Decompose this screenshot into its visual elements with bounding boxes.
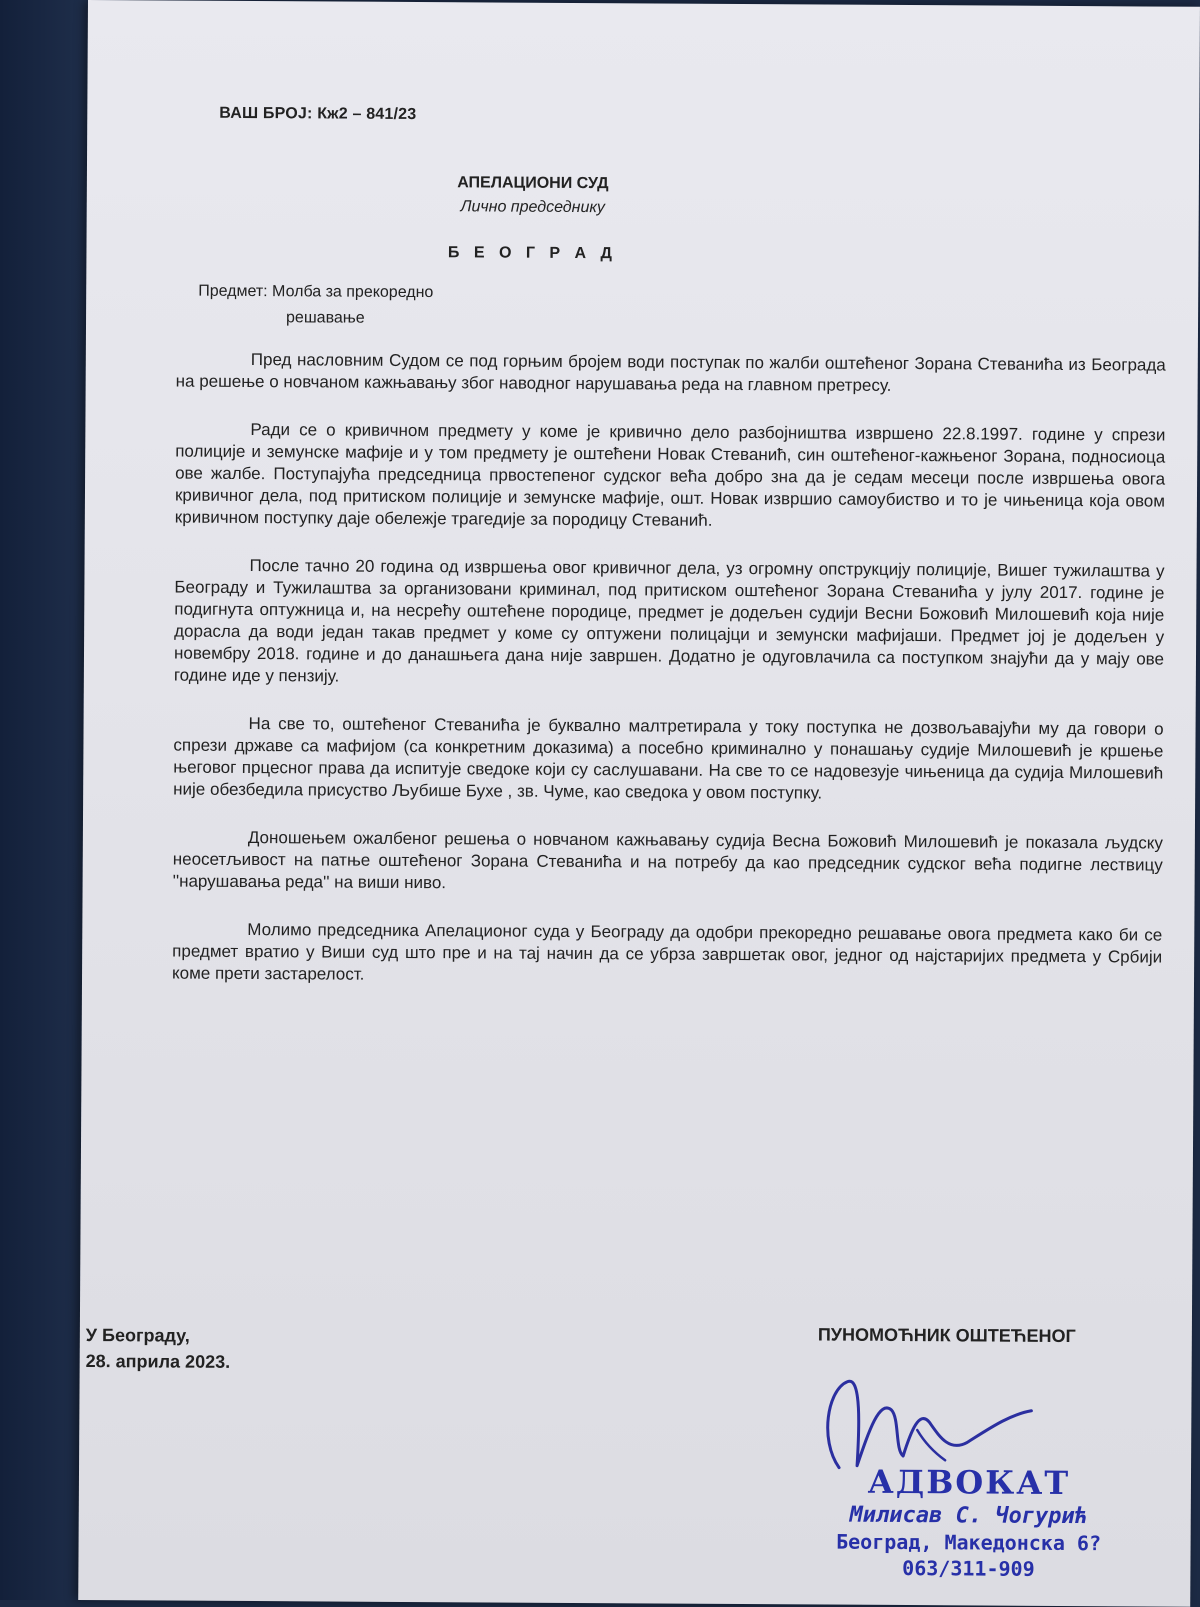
- reference-number: ВАШ БРОЈ: Кж2 – 841/23: [219, 104, 417, 124]
- stamp-phone: 063/311-909: [902, 1556, 1035, 1581]
- place: У Београду,: [85, 1325, 190, 1346]
- subject-line: [198, 279, 433, 332]
- paragraph: После тачно 20 година од извршења овог кривичног дела, уз огромну опструкцију полиције, Вишег тужилаштва у Београду и Тужилаштва за организовани криминал, под притиском оштећеног Зорана Стеванића у јулу 2017. године је подигнута оптужница и, на несрећу оштећене породице, предмет је додељен судији Весни Божовић Милошевић која није дорасла да води један такав предмет у коме су оптужени полицајци и земунски мафијаши. Предмет јој је додељен у новембру 2018. године и до данашњега дана није завршен. Додатно је одуговлачила са поступком знајући да у мају ове године иде у пензију.: [173, 555, 1165, 686]
- date: 28. априла 2023.: [85, 1351, 231, 1372]
- stamp-name: Милисав С. Чогурић: [849, 1502, 1089, 1530]
- paragraph: Доношењем ожалбеног решења о новчаном кажњавању судија Весна Божовић Милошевић је показала људску неосетљивост на патње оштећеног Зорана Стеванића и на потребу да као председник судског већа подигне лествицу ''нарушавања реда'' на виши ниво.: [172, 827, 1163, 893]
- paragraph: Ради се о кривичном предмету у коме је кривично дело разбојништва извршено 22.8.1997. године у спрези полиције и земунске мафије и у том предмету је оштећени Новак Стеванић, син оштећеног-кажњеног Зорана, подносиоца ове жалбе. Поступајућа председница првостепеног судског већа добро зна да је седам месеци после извршења овога кривичног дела, под притиском полиције и земунске мафије, ошт. Новак извршио самоубиство и то је чињеница која овом кривичном поступку даје обележје трагедије за породицу Стеванић.: [174, 420, 1166, 530]
- paragraph: На све то, оштећеног Стеванића је буквално малтретирала у току поступка не дозвољавајући му да говори о спрези државе са мафијом (са конкретним доказима) а посебно криминално у понашању судије Милошевић је кршење његовог прцесног права да испитује сведоке који су саслушавани. На све то се надовезује чињеница да судија Милошевић није обезбедила присуство Љубише Бухе , зв. Чуме, као сведока у овом поступку.: [173, 713, 1164, 803]
- paragraph: Молимо председника Апелационог суда у Београду да одобри прекоредно решавање овога предмета како би се предмет вратио у Виши суд што пре и на тај начин да се убрза завршетак овог, једног од најстаријих предмета у Србији коме прети застарелост.: [171, 919, 1163, 984]
- stamp-address: Београд, Македонска 6?: [836, 1529, 1102, 1556]
- subject-line-1: Предмет: Молба за прекоредно: [198, 282, 434, 302]
- letter-sheet: [78, 0, 1200, 1607]
- stamp-title: АДВОКАТ: [867, 1462, 1071, 1503]
- place-date: [86, 1322, 231, 1375]
- recipient-court: АПЕЛАЦИОНИ СУД: [457, 174, 609, 193]
- recipient-attention: Лично председнику: [460, 198, 605, 217]
- lawyer-stamp: [808, 1462, 1129, 1581]
- paragraph: Пред насловним Судом се под горњим бројем води поступак по жалби оштећеног Зорана Стеванића из Београда на решење о новчаном кажњавању због наводног нарушавања реда на главном претресу.: [175, 350, 1166, 395]
- recipient-city: Б Е О Г Р А Д: [447, 244, 617, 263]
- subject-line-2: решавање: [286, 309, 365, 327]
- letter-body: [172, 349, 1166, 1017]
- signatory-title: ПУНОМОЋНИК ОШТЕЋЕНОГ: [817, 1324, 1076, 1347]
